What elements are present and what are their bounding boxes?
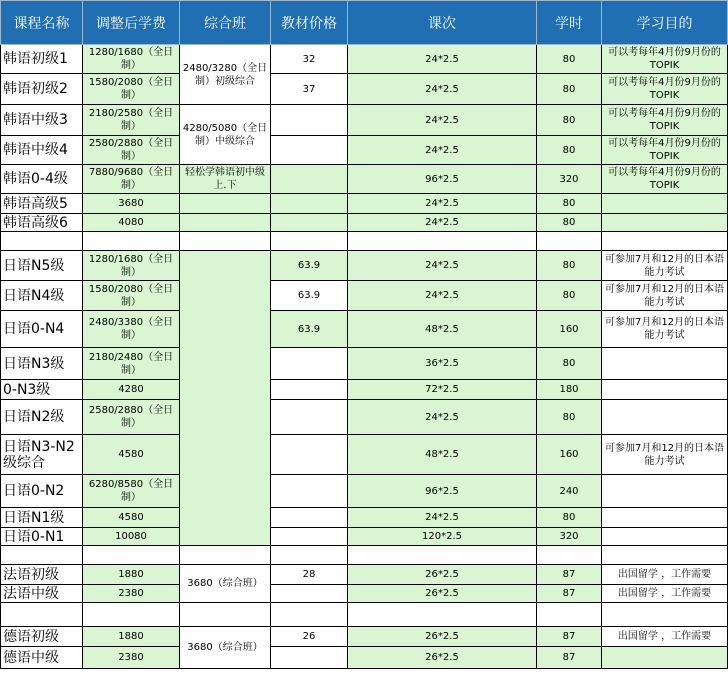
fee-cell: 1280/1680（全日制） [83, 251, 180, 281]
combo-class-cell: 2480/3280（全日制）初级综合 [180, 45, 271, 105]
table-row [1, 627, 728, 647]
book-price-cell: 37 [271, 74, 348, 105]
purpose-cell [602, 380, 728, 400]
purpose-cell: 可以考每年4月份9月份的TOPIK [602, 165, 728, 194]
table-row [1, 585, 728, 603]
sessions-cell: 24*2.5 [348, 214, 537, 232]
course-name: 韩语中级4 [1, 136, 83, 165]
course-name: 日语0-N2 [1, 475, 83, 508]
course-name: 韩语高级6 [1, 214, 83, 232]
sessions-cell: 72*2.5 [348, 380, 537, 400]
hours-cell: 240 [537, 475, 602, 508]
sessions-cell: 26*2.5 [348, 647, 537, 669]
sessions-cell: 24*2.5 [348, 105, 537, 136]
combo-class-cell: 3680（综合班） [180, 565, 271, 603]
sessions-cell: 24*2.5 [348, 45, 537, 74]
course-name: 日语N2级 [1, 400, 83, 435]
table-row [1, 194, 728, 214]
sessions-cell: 26*2.5 [348, 627, 537, 647]
hours-cell: 87 [537, 647, 602, 669]
purpose-cell [602, 194, 728, 214]
book-price-cell: 26 [271, 627, 348, 647]
table-row [1, 380, 728, 400]
purpose-cell: 出国留学 ，工作需要 [602, 627, 728, 647]
purpose-cell: 可以考每年4月份9月份的TOPIK [602, 45, 728, 74]
sessions-cell: 24*2.5 [348, 400, 537, 435]
book-price-cell [271, 165, 348, 194]
fee-cell: 4280 [83, 380, 180, 400]
sessions-cell: 24*2.5 [348, 281, 537, 311]
combo-class-cell: 3680（综合班） [180, 627, 271, 669]
table-row [1, 528, 728, 546]
book-price-cell: 32 [271, 45, 348, 74]
table-row [1, 348, 728, 380]
course-name: 韩语初级2 [1, 74, 83, 105]
book-price-cell: 63.9 [271, 251, 348, 281]
fee-cell: 4080 [83, 214, 180, 232]
sessions-cell: 96*2.5 [348, 475, 537, 508]
sessions-cell: 26*2.5 [348, 585, 537, 603]
purpose-cell [602, 528, 728, 546]
book-price-cell [271, 400, 348, 435]
purpose-cell: 可参加7月和12月的日本语能力考试 [602, 435, 728, 475]
purpose-cell: 出国留学 ，工作需要 [602, 565, 728, 585]
header-hours: 学时 [537, 1, 602, 45]
course-name: 0-N3级 [1, 380, 83, 400]
combo-class-cell [180, 194, 271, 214]
header-row [1, 1, 728, 45]
header-course-name: 课程名称 [1, 1, 83, 45]
header-combo-class: 综合班 [180, 1, 271, 45]
separator-row [1, 603, 728, 627]
hours-cell: 180 [537, 380, 602, 400]
course-name: 日语N3级 [1, 348, 83, 380]
hours-cell: 320 [537, 528, 602, 546]
book-price-cell [271, 508, 348, 528]
book-price-cell: 28 [271, 565, 348, 585]
table-row [1, 508, 728, 528]
fee-cell: 3680 [83, 194, 180, 214]
hours-cell: 80 [537, 136, 602, 165]
fee-cell: 2380 [83, 585, 180, 603]
book-price-cell [271, 585, 348, 603]
fee-cell: 1880 [83, 627, 180, 647]
book-price-cell: 63.9 [271, 281, 348, 311]
course-name: 韩语初级1 [1, 45, 83, 74]
book-price-cell [271, 380, 348, 400]
fee-cell: 1880 [83, 565, 180, 585]
purpose-cell: 出国留学 ，工作需要 [602, 585, 728, 603]
course-name: 日语0-N1 [1, 528, 83, 546]
fee-cell: 2480/3380（全日制） [83, 311, 180, 348]
course-name: 韩语高级5 [1, 194, 83, 214]
hours-cell: 160 [537, 311, 602, 348]
hours-cell: 80 [537, 251, 602, 281]
purpose-cell [602, 214, 728, 232]
header-book-price: 教材价格 [271, 1, 348, 45]
hours-cell: 320 [537, 165, 602, 194]
sessions-cell: 96*2.5 [348, 165, 537, 194]
fee-cell: 2180/2480（全日制） [83, 348, 180, 380]
sessions-cell: 24*2.5 [348, 74, 537, 105]
purpose-cell: 可以考每年4月份9月份的TOPIK [602, 74, 728, 105]
course-name: 日语N3-N2级综合 [1, 435, 83, 475]
fee-cell: 6280/8580（全日制） [83, 475, 180, 508]
purpose-cell: 可参加7月和12月的日本语能力考试 [602, 251, 728, 281]
purpose-cell [602, 475, 728, 508]
hours-cell: 80 [537, 74, 602, 105]
course-name: 法语初级 [1, 565, 83, 585]
sessions-cell: 24*2.5 [348, 136, 537, 165]
fee-cell: 2380 [83, 647, 180, 669]
fee-cell: 1580/2080（全日制） [83, 74, 180, 105]
sessions-cell: 120*2.5 [348, 528, 537, 546]
fee-cell: 2580/2880（全日制） [83, 136, 180, 165]
book-price-cell [271, 214, 348, 232]
purpose-cell [602, 348, 728, 380]
book-price-cell: 63.9 [271, 311, 348, 348]
fee-cell: 10080 [83, 528, 180, 546]
table-row [1, 400, 728, 435]
book-price-cell [271, 647, 348, 669]
table-row [1, 281, 728, 311]
table-row [1, 565, 728, 585]
table-row [1, 105, 728, 136]
purpose-cell: 可以考每年4月份9月份的TOPIK [602, 105, 728, 136]
purpose-cell: 可参加7月和12月的日本语能力考试 [602, 281, 728, 311]
header-purpose: 学习目的 [602, 1, 728, 45]
table-row [1, 475, 728, 508]
combo-class-cell: 4280/5080（全日制）中级综合 [180, 105, 271, 165]
book-price-cell [271, 475, 348, 508]
hours-cell: 80 [537, 508, 602, 528]
hours-cell: 160 [537, 435, 602, 475]
table-row [1, 311, 728, 348]
fee-cell: 1580/2080（全日制） [83, 281, 180, 311]
course-name: 韩语0-4级 [1, 165, 83, 194]
hours-cell: 80 [537, 105, 602, 136]
sessions-cell: 24*2.5 [348, 508, 537, 528]
book-price-cell [271, 528, 348, 546]
fee-cell: 2580/2880（全日制） [83, 400, 180, 435]
sessions-cell: 48*2.5 [348, 311, 537, 348]
hours-cell: 80 [537, 400, 602, 435]
table-row [1, 214, 728, 232]
fee-cell: 7880/9680（全日制） [83, 165, 180, 194]
purpose-cell: 可参加7月和12月的日本语能力考试 [602, 311, 728, 348]
combo-class-cell [180, 251, 271, 546]
hours-cell: 80 [537, 194, 602, 214]
hours-cell: 87 [537, 627, 602, 647]
combo-class-cell [180, 214, 271, 232]
table-row [1, 165, 728, 194]
book-price-cell [271, 435, 348, 475]
sessions-cell: 48*2.5 [348, 435, 537, 475]
hours-cell: 80 [537, 45, 602, 74]
separator-row [1, 546, 728, 565]
fee-cell: 4580 [83, 508, 180, 528]
book-price-cell [271, 348, 348, 380]
purpose-cell [602, 400, 728, 435]
course-name: 日语N4级 [1, 281, 83, 311]
fee-cell: 2180/2580（全日制） [83, 105, 180, 136]
sessions-cell: 24*2.5 [348, 194, 537, 214]
course-name: 日语N5级 [1, 251, 83, 281]
sessions-cell: 26*2.5 [348, 565, 537, 585]
table-row [1, 74, 728, 105]
separator-row [1, 232, 728, 251]
book-price-cell [271, 105, 348, 136]
table-row [1, 647, 728, 669]
course-name: 法语中级 [1, 585, 83, 603]
course-name: 德语初级 [1, 627, 83, 647]
hours-cell: 80 [537, 348, 602, 380]
sessions-cell: 36*2.5 [348, 348, 537, 380]
book-price-cell [271, 194, 348, 214]
hours-cell: 80 [537, 214, 602, 232]
course-name: 德语中级 [1, 647, 83, 669]
course-name: 日语N1级 [1, 508, 83, 528]
purpose-cell: 可以考每年4月份9月份的TOPIK [602, 136, 728, 165]
table-row [1, 435, 728, 475]
sessions-cell: 24*2.5 [348, 251, 537, 281]
purpose-cell [602, 508, 728, 528]
course-name: 韩语中级3 [1, 105, 83, 136]
hours-cell: 87 [537, 585, 602, 603]
book-price-cell [271, 136, 348, 165]
hours-cell: 87 [537, 565, 602, 585]
combo-class-cell: 轻松学韩语初中级上.下 [180, 165, 271, 194]
header-fee: 调整后学费 [83, 1, 180, 45]
purpose-cell [602, 647, 728, 669]
hours-cell: 80 [537, 281, 602, 311]
course-name: 日语0-N4 [1, 311, 83, 348]
table-row [1, 136, 728, 165]
fee-cell: 1280/1680（全日制） [83, 45, 180, 74]
fee-cell: 4580 [83, 435, 180, 475]
header-sessions: 课次 [348, 1, 537, 45]
table-row [1, 45, 728, 74]
table-row [1, 251, 728, 281]
